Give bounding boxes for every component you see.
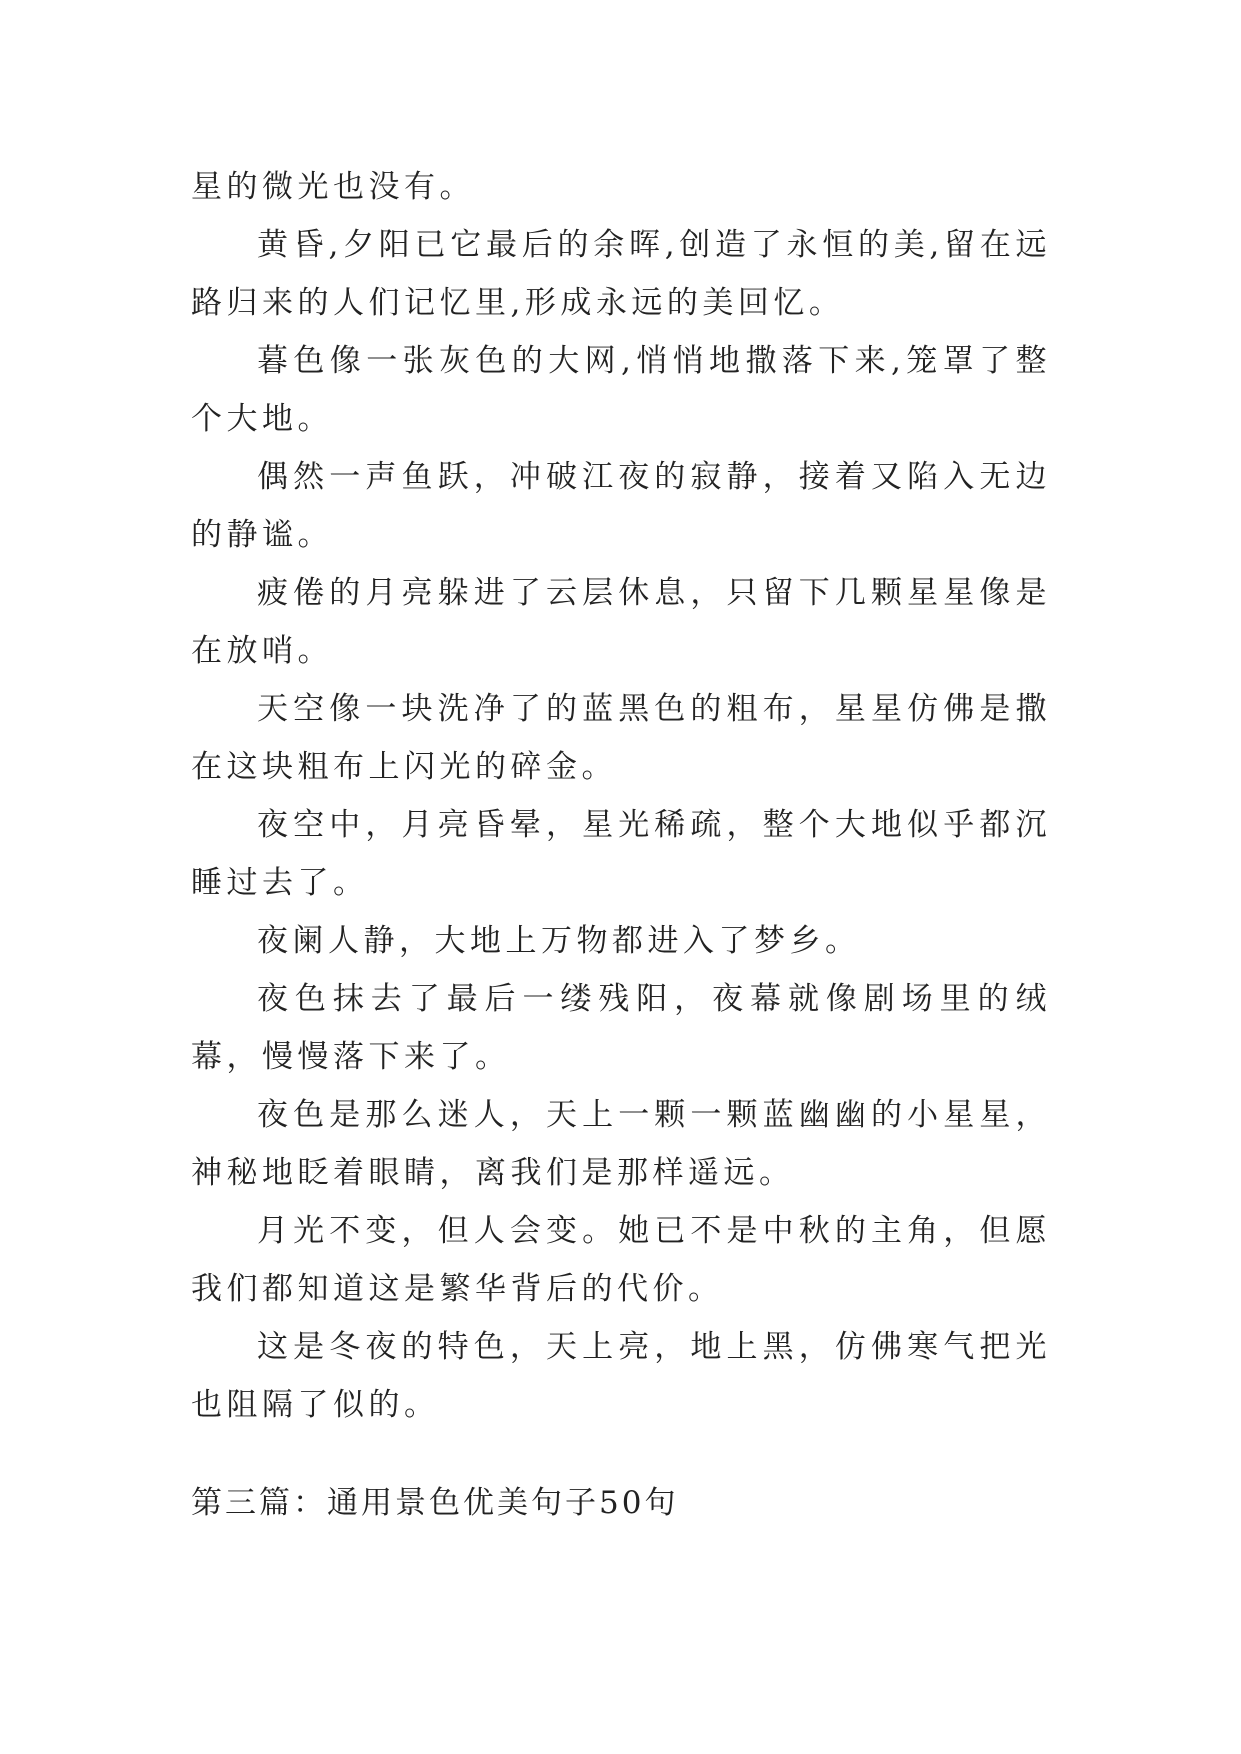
paragraph: 夜色抹去了最后一缕残阳，夜幕就像剧场里的绒幕，慢慢落下来了。 xyxy=(191,981,1051,1075)
section-heading: 第三篇：通用景色优美句子50句 xyxy=(191,1485,679,1521)
body-text xyxy=(191,158,1051,1434)
paragraph: 这是冬夜的特色，天上亮，地上黑，仿佛寒气把光也阻隔了似的。 xyxy=(191,1329,1051,1423)
paragraph: 疲倦的月亮躲进了云层休息，只留下几颗星星像是在放哨。 xyxy=(191,575,1051,669)
paragraph: 黄昏,夕阳已它最后的余晖,创造了永恒的美,留在远路归来的人们记忆里,形成永远的美回忆。 xyxy=(191,227,1051,321)
paragraph: 天空像一块洗净了的蓝黑色的粗布，星星仿佛是撒在这块粗布上闪光的碎金。 xyxy=(191,691,1051,785)
paragraph: 偶然一声鱼跃，冲破江夜的寂静，接着又陷入无边的静谧。 xyxy=(191,459,1051,553)
paragraph: 夜色是那么迷人，天上一颗一颗蓝幽幽的小星星，神秘地眨着眼睛，离我们是那样遥远。 xyxy=(191,1097,1051,1191)
paragraph-continuation: 星的微光也没有。 xyxy=(191,169,475,205)
paragraph: 夜阑人静，大地上万物都进入了梦乡。 xyxy=(257,923,861,959)
paragraph: 月光不变，但人会变。她已不是中秋的主角，但愿我们都知道这是繁华背后的代价。 xyxy=(191,1213,1051,1307)
paragraph: 夜空中，月亮昏晕，星光稀疏，整个大地似乎都沉睡过去了。 xyxy=(191,807,1051,901)
paragraph: 暮色像一张灰色的大网,悄悄地撒落下来,笼罩了整个大地。 xyxy=(191,343,1051,437)
